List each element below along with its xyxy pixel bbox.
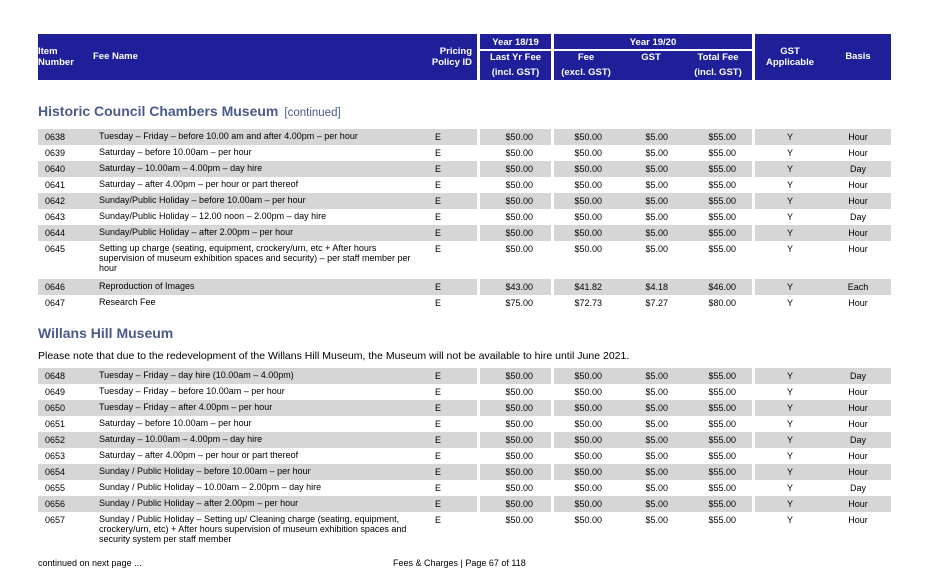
- cell-total: $55.00: [708, 180, 736, 190]
- table-row: [38, 496, 891, 512]
- cell-app: Y: [786, 419, 793, 429]
- table-row: [38, 432, 891, 448]
- section-title-willans: [38, 325, 173, 341]
- cell-name: Reproduction of Images: [99, 281, 195, 291]
- cell-total: $55.00: [708, 435, 736, 445]
- table-row: [38, 177, 891, 193]
- cell-item: 0656: [45, 499, 66, 509]
- col-fee-excl: Fee (excl. GST): [561, 52, 611, 78]
- cell-last: $50.00: [505, 180, 533, 190]
- cell-gst: $5.00: [645, 164, 668, 174]
- footer-continued: continued on next page ...: [38, 558, 142, 568]
- cell-item: 0640: [45, 164, 66, 174]
- cell-name: Saturday – after 4.00pm – per hour or part thereof: [99, 179, 299, 189]
- cell-last: $75.00: [505, 298, 533, 308]
- cell-app: Y: [786, 148, 793, 158]
- cell-basis: Hour: [848, 451, 868, 461]
- cell-item: 0653: [45, 451, 66, 461]
- cell-item: 0641: [45, 180, 66, 190]
- cell-fee: $50.00: [574, 212, 602, 222]
- cell-item: 0648: [45, 371, 66, 381]
- cell-gst: $5.00: [645, 403, 668, 413]
- table-row: [38, 295, 891, 311]
- cell-app: Y: [786, 244, 793, 254]
- col-year-cur: Year 19/20: [629, 37, 677, 48]
- cell-basis: Hour: [848, 515, 868, 525]
- table-row: [38, 512, 891, 550]
- cell-name: Sunday/Public Holiday – before 10.00am – per hour: [99, 195, 306, 205]
- cell-gst: $5.00: [645, 515, 668, 525]
- cell-last: $50.00: [505, 387, 533, 397]
- cell-last: $50.00: [505, 164, 533, 174]
- cell-last: $50.00: [505, 212, 533, 222]
- table-row: [38, 416, 891, 432]
- cell-basis: Hour: [848, 228, 868, 238]
- cell-app: Y: [786, 451, 793, 461]
- col-year-prev: Year 18/19: [492, 37, 539, 48]
- table-row: [38, 225, 891, 241]
- cell-item: 0654: [45, 467, 66, 477]
- cell-fee: $50.00: [574, 196, 602, 206]
- fee-table-willans: [38, 368, 891, 550]
- cell-policy: E: [434, 132, 441, 142]
- cell-basis: Hour: [848, 298, 868, 308]
- cell-gst: $5.00: [645, 180, 668, 190]
- cell-name: Sunday/Public Holiday – after 2.00pm – per hour: [99, 227, 294, 237]
- cell-gst: $5.00: [645, 387, 668, 397]
- cell-last: $50.00: [505, 403, 533, 413]
- cell-last: $50.00: [505, 244, 533, 254]
- cell-item: 0646: [45, 282, 66, 292]
- cell-policy: E: [434, 164, 441, 174]
- cell-item: 0639: [45, 148, 66, 158]
- cell-last: $50.00: [505, 515, 533, 525]
- cell-fee: $50.00: [574, 483, 602, 493]
- table-row: [38, 448, 891, 464]
- cell-policy: E: [434, 435, 441, 445]
- cell-policy: E: [434, 282, 441, 292]
- cell-item: 0638: [45, 132, 66, 142]
- col-total-fee: Total Fee (incl. GST): [694, 52, 742, 78]
- cell-item: 0647: [45, 298, 66, 308]
- cell-name: Sunday / Public Holiday – 10.00am – 2.00pm – day hire: [99, 482, 322, 492]
- cell-item: 0649: [45, 387, 66, 397]
- cell-basis: Hour: [848, 403, 868, 413]
- cell-gst: $5.00: [645, 212, 668, 222]
- cell-gst: $5.00: [645, 499, 668, 509]
- cell-fee: $50.00: [574, 244, 602, 254]
- cell-fee: $50.00: [574, 419, 602, 429]
- cell-gst: $5.00: [645, 371, 668, 381]
- cell-total: $55.00: [708, 515, 736, 525]
- cell-fee: $50.00: [574, 403, 602, 413]
- cell-item: 0657: [45, 515, 66, 525]
- cell-app: Y: [786, 212, 793, 222]
- table-row: [38, 145, 891, 161]
- cell-name: Saturday – before 10.00am – per hour: [99, 418, 252, 428]
- cell-basis: Day: [849, 371, 866, 381]
- cell-total: $55.00: [708, 148, 736, 158]
- cell-policy: E: [434, 298, 441, 308]
- cell-name: Setting up charge (seating, equipment, crockery/urn, etc + After hours supervision of museum exhibition spaces and security) – per staff member per hour: [99, 243, 411, 273]
- cell-fee: $50.00: [574, 148, 602, 158]
- cell-fee: $50.00: [574, 164, 602, 174]
- cell-fee: $72.73: [574, 298, 602, 308]
- cell-gst: $4.18: [645, 282, 668, 292]
- footer-page: Fees & Charges | Page 67 of 118: [393, 558, 526, 568]
- cell-basis: Hour: [848, 419, 868, 429]
- table-row: [38, 161, 891, 177]
- cell-name: Tuesday – Friday – before 10.00 am and after 4.00pm – per hour: [99, 131, 358, 141]
- cell-last: $50.00: [505, 371, 533, 381]
- cell-item: 0645: [45, 244, 66, 254]
- cell-total: $55.00: [708, 419, 736, 429]
- cell-app: Y: [786, 515, 793, 525]
- cell-app: Y: [786, 282, 793, 292]
- table-row: [38, 368, 891, 384]
- cell-total: $55.00: [708, 228, 736, 238]
- cell-policy: E: [434, 244, 441, 254]
- cell-name: Tuesday – Friday – day hire (10.00am – 4.00pm): [99, 370, 294, 380]
- table-row: [38, 279, 891, 295]
- cell-fee: $50.00: [574, 371, 602, 381]
- cell-policy: E: [434, 499, 441, 509]
- cell-gst: $5.00: [645, 419, 668, 429]
- cell-name: Sunday/Public Holiday – 12.00 noon – 2.00pm – day hire: [99, 211, 327, 221]
- cell-gst: $5.00: [645, 467, 668, 477]
- cell-total: $55.00: [708, 387, 736, 397]
- section-note: Please note that due to the redevelopment of the Willans Hill Museum, the Museum will not be available to hire until June 2021.: [38, 350, 630, 362]
- cell-last: $50.00: [505, 148, 533, 158]
- cell-name: Saturday – before 10.00am – per hour: [99, 147, 252, 157]
- cell-item: 0644: [45, 228, 66, 238]
- col-gst: GST: [641, 52, 661, 63]
- table-row: [38, 400, 891, 416]
- table-row: [38, 241, 891, 279]
- col-last-yr-fee: Last Yr Fee (incl. GST): [489, 52, 542, 78]
- cell-basis: Each: [847, 282, 869, 292]
- cell-gst: $5.00: [645, 228, 668, 238]
- cell-fee: $50.00: [574, 228, 602, 238]
- cell-basis: Day: [849, 483, 866, 493]
- cell-name: Sunday / Public Holiday – Setting up/ Cleaning charge (seating, equipment, crockery/urn, etc) + After hours supervision of museum exhibition spaces and security system per staff member: [99, 514, 407, 544]
- cell-name: Saturday – 10.00am – 4.00pm – day hire: [99, 163, 263, 173]
- cell-basis: Hour: [848, 148, 868, 158]
- fee-table-historic: [38, 129, 891, 311]
- cell-item: 0651: [45, 419, 66, 429]
- cell-fee: $50.00: [574, 435, 602, 445]
- header-rule: [554, 49, 752, 51]
- cell-last: $43.00: [505, 282, 533, 292]
- cell-policy: E: [434, 403, 441, 413]
- cell-policy: E: [434, 515, 441, 525]
- cell-basis: Hour: [848, 244, 868, 254]
- cell-last: $50.00: [505, 228, 533, 238]
- cell-last: $50.00: [505, 483, 533, 493]
- cell-name: Research Fee: [99, 297, 156, 307]
- cell-name: Tuesday – Friday – before 10.00am – per hour: [99, 386, 285, 396]
- section-title-text: Historic Council Chambers Museum: [38, 103, 279, 119]
- cell-fee: $50.00: [574, 499, 602, 509]
- cell-basis: Hour: [848, 467, 868, 477]
- cell-policy: E: [434, 451, 441, 461]
- cell-app: Y: [786, 467, 793, 477]
- cell-app: Y: [786, 298, 793, 308]
- table-row: [38, 384, 891, 400]
- cell-basis: Hour: [848, 132, 868, 142]
- cell-total: $46.00: [708, 282, 736, 292]
- cell-app: Y: [786, 180, 793, 190]
- cell-total: $55.00: [708, 451, 736, 461]
- cell-item: 0642: [45, 196, 66, 206]
- cell-gst: $5.00: [645, 148, 668, 158]
- cell-gst: $5.00: [645, 435, 668, 445]
- cell-last: $50.00: [505, 499, 533, 509]
- cell-total: $55.00: [708, 483, 736, 493]
- cell-policy: E: [434, 148, 441, 158]
- cell-app: Y: [786, 483, 793, 493]
- cell-name: Tuesday – Friday – after 4.00pm – per hour: [99, 402, 273, 412]
- table-row: [38, 129, 891, 145]
- cell-policy: E: [434, 371, 441, 381]
- cell-gst: $7.27: [645, 298, 668, 308]
- cell-app: Y: [786, 164, 793, 174]
- cell-total: $55.00: [708, 403, 736, 413]
- cell-basis: Hour: [848, 180, 868, 190]
- cell-app: Y: [786, 387, 793, 397]
- col-item-number: Item Number: [38, 46, 74, 68]
- cell-gst: $5.00: [645, 451, 668, 461]
- col-basis: Basis: [845, 51, 871, 62]
- cell-policy: E: [434, 483, 441, 493]
- cell-app: Y: [786, 196, 793, 206]
- cell-gst: $5.00: [645, 244, 668, 254]
- cell-basis: Hour: [848, 499, 868, 509]
- cell-basis: Hour: [848, 387, 868, 397]
- cell-item: 0650: [45, 403, 66, 413]
- table-row: [38, 209, 891, 225]
- cell-app: Y: [786, 228, 793, 238]
- cell-gst: $5.00: [645, 196, 668, 206]
- cell-basis: Day: [849, 164, 866, 174]
- header-rule: [480, 49, 551, 51]
- cell-app: Y: [786, 435, 793, 445]
- cell-item: 0652: [45, 435, 66, 445]
- cell-basis: Hour: [848, 196, 868, 206]
- section-title-text: Willans Hill Museum: [38, 325, 174, 341]
- cell-name: Saturday – after 4.00pm – per hour or part thereof: [99, 450, 299, 460]
- cell-fee: $41.82: [574, 282, 602, 292]
- cell-fee: $50.00: [574, 387, 602, 397]
- cell-total: $55.00: [708, 164, 736, 174]
- cell-last: $50.00: [505, 132, 533, 142]
- cell-item: 0643: [45, 212, 66, 222]
- cell-total: $55.00: [708, 467, 736, 477]
- table-header: [38, 34, 891, 80]
- cell-policy: E: [434, 180, 441, 190]
- section-subtitle: [continued]: [284, 107, 341, 119]
- cell-app: Y: [786, 499, 793, 509]
- cell-basis: Day: [849, 212, 866, 222]
- cell-fee: $50.00: [574, 451, 602, 461]
- cell-policy: E: [434, 467, 441, 477]
- cell-gst: $5.00: [645, 132, 668, 142]
- cell-item: 0655: [45, 483, 66, 493]
- cell-app: Y: [786, 371, 793, 381]
- cell-fee: $50.00: [574, 515, 602, 525]
- cell-name: Sunday / Public Holiday – before 10.00am – per hour: [99, 466, 311, 476]
- cell-policy: E: [434, 212, 441, 222]
- cell-total: $55.00: [708, 244, 736, 254]
- cell-app: Y: [786, 403, 793, 413]
- cell-policy: E: [434, 419, 441, 429]
- cell-last: $50.00: [505, 467, 533, 477]
- cell-total: $55.00: [708, 371, 736, 381]
- cell-basis: Day: [849, 435, 866, 445]
- table-row: [38, 193, 891, 209]
- cell-fee: $50.00: [574, 467, 602, 477]
- col-fee-name: Fee Name: [93, 51, 138, 62]
- cell-total: $80.00: [708, 298, 736, 308]
- cell-total: $55.00: [708, 499, 736, 509]
- cell-total: $55.00: [708, 196, 736, 206]
- cell-last: $50.00: [505, 419, 533, 429]
- section-title-historic: [38, 103, 341, 119]
- cell-last: $50.00: [505, 196, 533, 206]
- cell-total: $55.00: [708, 212, 736, 222]
- cell-last: $50.00: [505, 435, 533, 445]
- cell-last: $50.00: [505, 451, 533, 461]
- col-pricing-policy: Pricing Policy ID: [431, 46, 472, 68]
- cell-policy: E: [434, 387, 441, 397]
- cell-name: Saturday – 10.00am – 4.00pm – day hire: [99, 434, 263, 444]
- cell-policy: E: [434, 196, 441, 206]
- cell-gst: $5.00: [645, 483, 668, 493]
- cell-total: $55.00: [708, 132, 736, 142]
- cell-fee: $50.00: [574, 132, 602, 142]
- cell-policy: E: [434, 228, 441, 238]
- cell-fee: $50.00: [574, 180, 602, 190]
- cell-name: Sunday / Public Holiday – after 2.00pm – per hour: [99, 498, 299, 508]
- table-row: [38, 464, 891, 480]
- table-row: [38, 480, 891, 496]
- col-gst-applicable: GST Applicable: [765, 46, 815, 68]
- cell-app: Y: [786, 132, 793, 142]
